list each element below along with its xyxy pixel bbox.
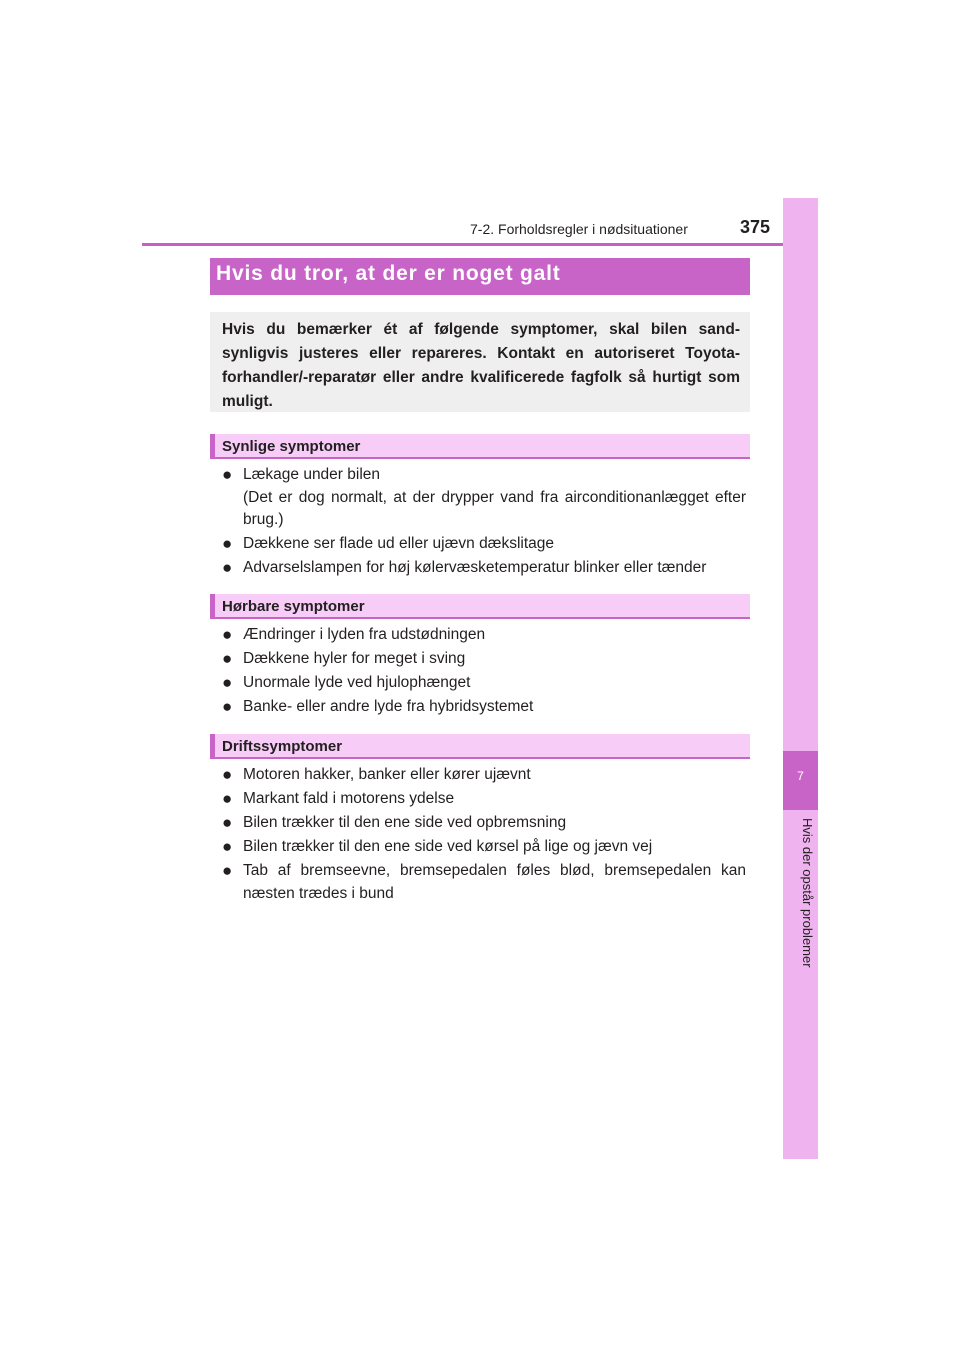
list-item-text: Ændringer i lyden fra udstødningen xyxy=(243,626,486,643)
bullet-icon: ● xyxy=(222,534,233,553)
page-title: Hvis du tror, at der er noget galt xyxy=(216,262,561,285)
driving-symptoms-list xyxy=(222,764,746,907)
bullet-icon: ● xyxy=(222,697,233,716)
bullet-icon: ● xyxy=(222,837,233,856)
list-item-text: Markant fald i motorens ydelse xyxy=(243,790,455,807)
list-item xyxy=(222,464,746,532)
bullet-icon: ● xyxy=(222,861,233,880)
list-item xyxy=(222,812,746,835)
list-item xyxy=(222,533,746,556)
list-item xyxy=(222,788,746,811)
list-item xyxy=(222,836,746,859)
list-item xyxy=(222,624,746,647)
bullet-icon: ● xyxy=(222,765,233,784)
bullet-icon: ● xyxy=(222,649,233,668)
bullet-icon: ● xyxy=(222,625,233,644)
list-item-note: (Det er dog normalt, at der drypper vand fra airconditionanlægget efter brug.) xyxy=(243,488,746,528)
page-number: 375 xyxy=(740,217,771,237)
chapter-title-vertical: Hvis der opstår problemer xyxy=(800,818,815,968)
bullet-icon: ● xyxy=(222,465,233,484)
bullet-icon: ● xyxy=(222,789,233,808)
list-item-text: Lækage under bilen xyxy=(243,466,381,483)
list-item xyxy=(222,860,746,905)
intro-text: Hvis du bemærker ét af følgende symptomer, skal bilen sand-synligvis justeres eller repareres. Kontakt en autoriseret Toyota-forhandler/-reparatør eller andre kvalificerede fagfolk så hurtigt som muligt. xyxy=(222,321,740,410)
bullet-icon: ● xyxy=(222,673,233,692)
subheading-visible-symptoms xyxy=(210,434,750,459)
list-item-text: Bilen trækker til den ene side ved kørsel på lige og jævn vej xyxy=(243,838,653,855)
list-item-text: Bilen trækker til den ene side ved opbremsning xyxy=(243,814,567,831)
chapter-side-tab[interactable] xyxy=(783,198,818,1159)
chapter-number: 7 xyxy=(797,769,804,783)
list-item xyxy=(222,764,746,787)
list-item-text: Motoren hakker, banker eller kører ujævnt xyxy=(243,766,531,783)
section-reference: 7-2. Forholdsregler i nødsituationer xyxy=(470,221,688,237)
subheading-label: Hørbare symptomer xyxy=(222,598,365,615)
page-title-bar xyxy=(210,258,750,295)
subheading-audible-symptoms xyxy=(210,594,750,619)
list-item-text: Unormale lyde ved hjulophænget xyxy=(243,674,471,691)
visible-symptoms-list xyxy=(222,464,746,581)
list-item-text: Dækkene hyler for meget i sving xyxy=(243,650,466,667)
subheading-label: Driftssymptomer xyxy=(222,738,343,755)
list-item-text: Tab af bremseevne, bremsepedalen føles blød, bremsepedalen kan næsten trædes i bund xyxy=(243,862,746,902)
header-rule xyxy=(142,243,818,246)
subheading-driving-symptoms xyxy=(210,734,750,759)
list-item xyxy=(222,557,746,580)
audible-symptoms-list xyxy=(222,624,746,720)
list-item xyxy=(222,672,746,695)
list-item xyxy=(222,696,746,719)
subheading-label: Synlige symptomer xyxy=(222,438,361,455)
intro-box xyxy=(210,312,750,412)
list-item xyxy=(222,648,746,671)
list-item-text: Banke- eller andre lyde fra hybridsystemet xyxy=(243,698,534,715)
list-item-text: Dækkene ser flade ud eller ujævn dækslitage xyxy=(243,535,555,552)
bullet-icon: ● xyxy=(222,558,233,577)
bullet-icon: ● xyxy=(222,813,233,832)
list-item-text: Advarselslampen for høj kølervæsketemperatur blinker eller tænder xyxy=(243,559,707,576)
